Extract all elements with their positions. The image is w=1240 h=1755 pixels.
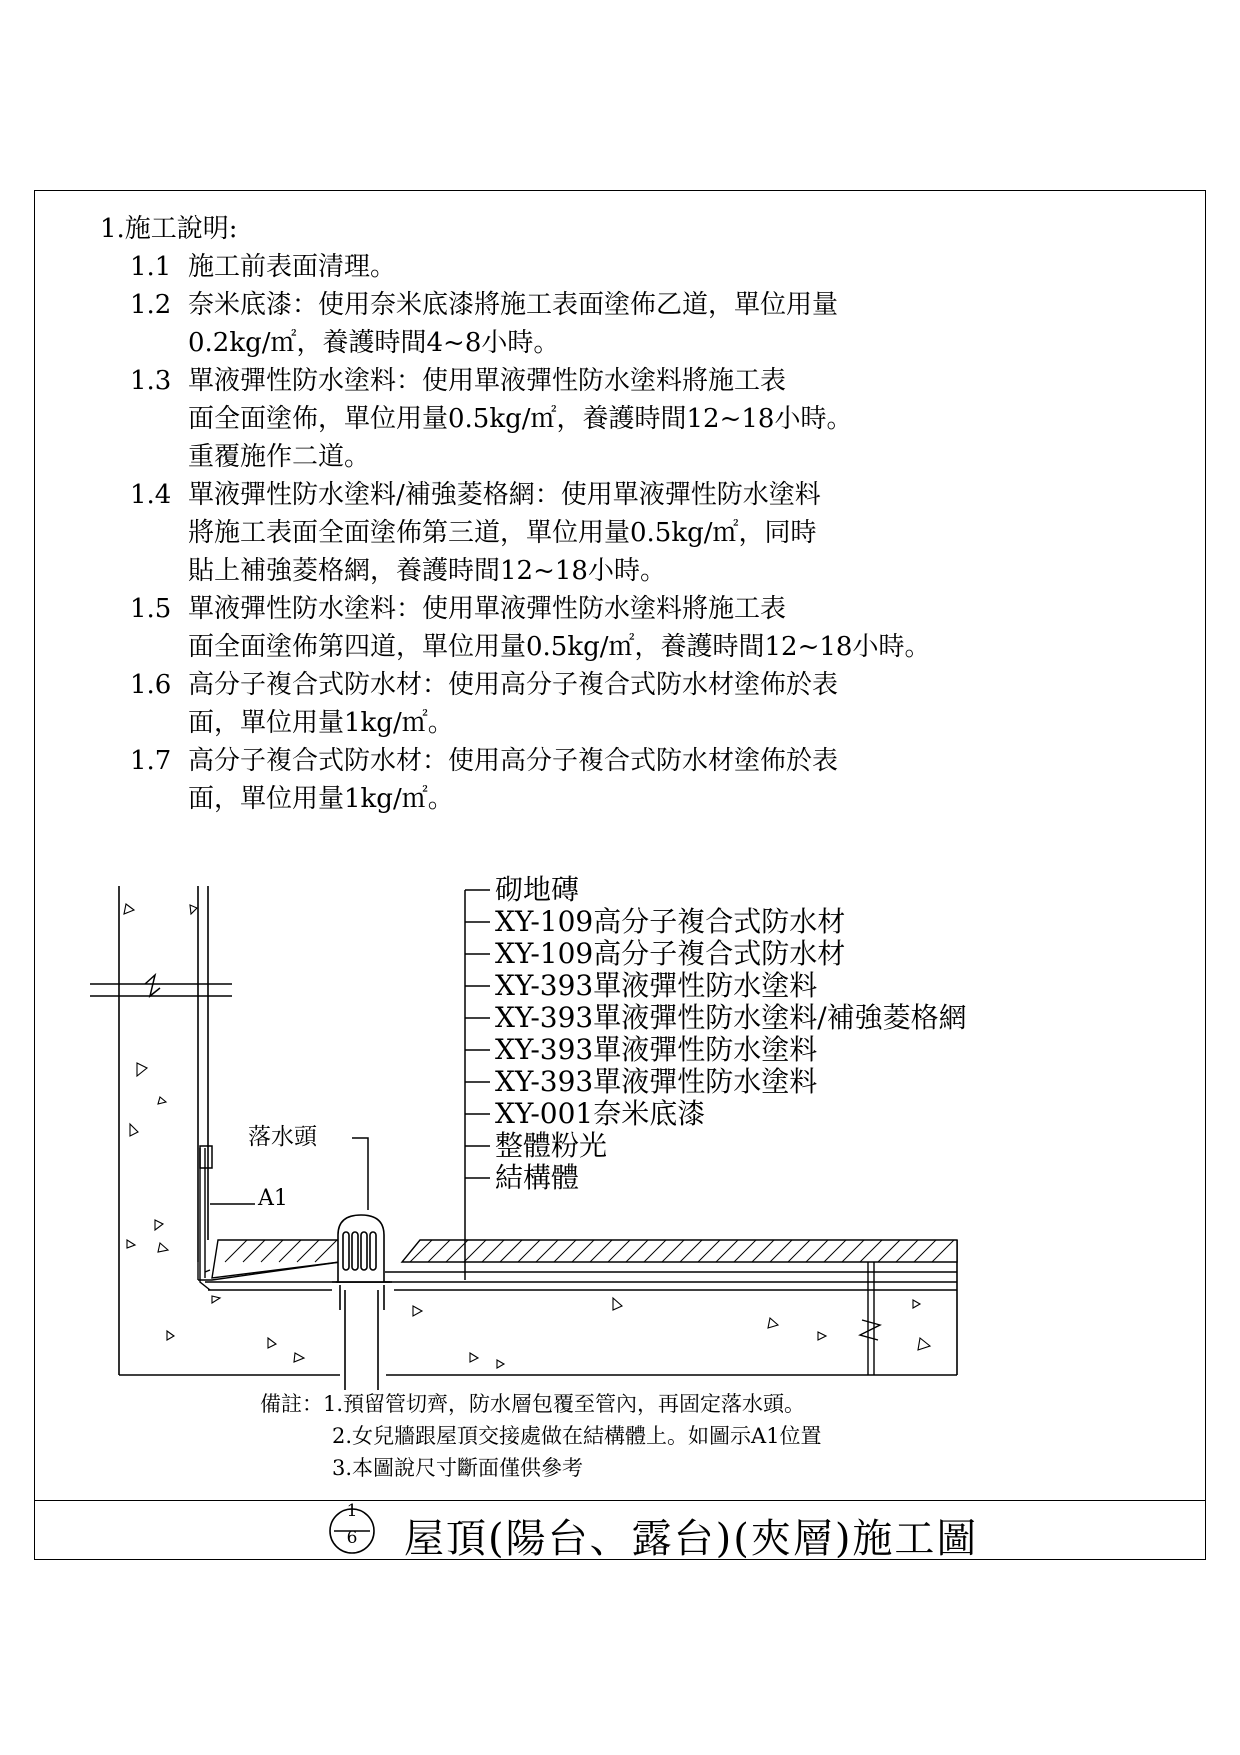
sheet-number: 1 bbox=[346, 1501, 358, 1521]
notes-heading: 1.施工說明: bbox=[100, 214, 238, 244]
note-text: 高分子複合式防水材：使用高分子複合式防水材塗佈於表 面，單位用量1kg/㎡。 bbox=[188, 670, 839, 738]
sheet-total: 6 bbox=[346, 1528, 358, 1548]
layer-label: XY-393單液彈性防水塗料 bbox=[495, 1033, 818, 1066]
note-text: 高分子複合式防水材：使用高分子複合式防水材塗佈於表 面，單位用量1kg/㎡。 bbox=[188, 746, 839, 814]
note-number: 1.1 bbox=[130, 252, 172, 282]
note-text: 單液彈性防水塗料：使用單液彈性防水塗料將施工表 面全面塗佈第四道，單位用量0.5kg/㎡，養護時間12~18小時。 bbox=[188, 594, 931, 662]
parapet-wall bbox=[119, 886, 208, 1375]
slab-break-mark bbox=[860, 1262, 880, 1375]
note-number: 1.7 bbox=[130, 746, 172, 776]
remark-line: 3.本圖說尺寸斷面僅供參考 bbox=[332, 1456, 584, 1480]
layer-label: 整體粉光 bbox=[495, 1129, 608, 1162]
note-number: 1.6 bbox=[130, 670, 172, 700]
layer-label: XY-393單液彈性防水塗料 bbox=[495, 969, 818, 1002]
layer-label: 結構體 bbox=[495, 1161, 580, 1194]
a1-label: A1 bbox=[258, 1186, 288, 1211]
drain-pipe bbox=[336, 1282, 390, 1390]
flashing-cap bbox=[200, 1146, 212, 1168]
remark-line: 1.預留管切齊，防水層包覆至管內，再固定落水頭。 bbox=[323, 1392, 806, 1416]
remarks-prefix: 備註： bbox=[260, 1392, 323, 1416]
drain-head-icon bbox=[332, 1215, 392, 1282]
remarks bbox=[260, 1388, 822, 1484]
layer-label: XY-393單液彈性防水塗料/補強菱格網 bbox=[495, 1001, 967, 1034]
note-number: 1.4 bbox=[130, 480, 172, 510]
remark-line: 2.女兒牆跟屋頂交接處做在結構體上。如圖示A1位置 bbox=[332, 1424, 822, 1448]
drain-label: 落水頭 bbox=[248, 1124, 317, 1150]
note-text: 單液彈性防水塗料/補強菱格網：使用單液彈性防水塗料 將施工表面全面塗佈第三道，單位用量0.5kg/㎡，同時 貼上補強菱格網，養護時間12~18小時。 bbox=[188, 480, 821, 586]
wall-break-mark bbox=[90, 975, 232, 996]
note-text: 單液彈性防水塗料：使用單液彈性防水塗料將施工表 面全面塗佈，單位用量0.5kg/㎡，養護時間12~18小時。 重覆施作二道。 bbox=[188, 366, 853, 472]
note-number: 1.5 bbox=[130, 594, 172, 624]
note-number: 1.3 bbox=[130, 366, 172, 396]
layer-label: XY-393單液彈性防水塗料 bbox=[495, 1065, 818, 1098]
layer-label: 砌地磚 bbox=[495, 873, 580, 906]
note-number: 1.2 bbox=[130, 290, 172, 320]
note-text: 奈米底漆：使用奈米底漆將施工表面塗佈乙道，單位用量 0.2kg/㎡，養護時間4~8小時。 bbox=[188, 290, 839, 358]
note-text: 施工前表面清理。 bbox=[188, 252, 397, 282]
layer-label: XY-109高分子複合式防水材 bbox=[495, 937, 846, 970]
layer-label: XY-109高分子複合式防水材 bbox=[495, 905, 846, 938]
layer-label: XY-001奈米底漆 bbox=[495, 1097, 706, 1130]
layer-legend bbox=[495, 874, 967, 1194]
drawing-title: 屋頂(陽台、露台)(夾層)施工圖 bbox=[404, 1516, 979, 1562]
